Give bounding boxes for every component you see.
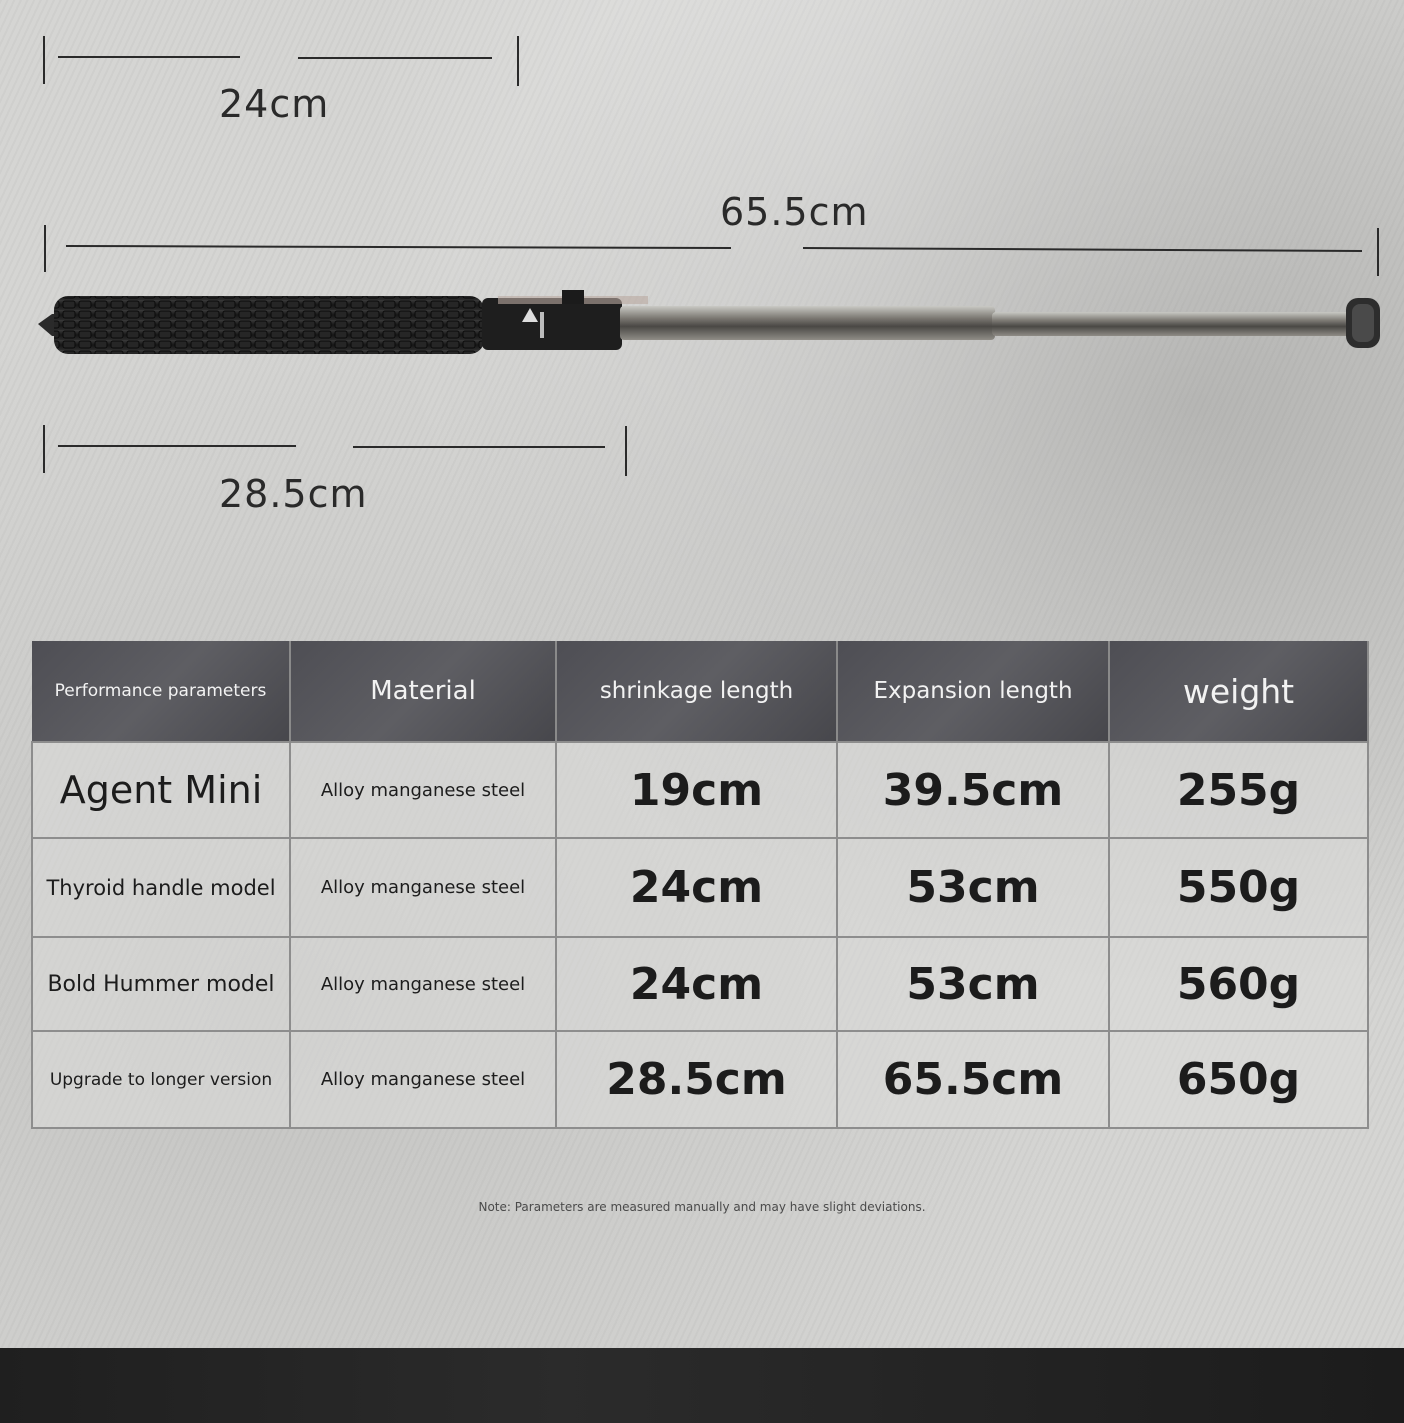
model-name: Bold Hummer model: [32, 937, 290, 1031]
footer-band: [0, 1348, 1404, 1423]
header-material: Material: [290, 641, 556, 742]
material-cell: Alloy manganese steel: [290, 742, 556, 838]
baton-image: [30, 280, 1390, 370]
dim-65-line-right: [803, 248, 1362, 251]
header-performance-parameters: Performance parameters: [32, 641, 290, 742]
expansion-cell: 65.5cm: [837, 1031, 1109, 1128]
material-cell: Alloy manganese steel: [290, 937, 556, 1031]
weight-cell: 550g: [1109, 838, 1368, 937]
expansion-cell: 39.5cm: [837, 742, 1109, 838]
header-shrinkage-length: shrinkage length: [556, 641, 837, 742]
table-row: [32, 838, 1368, 937]
weight-cell: 255g: [1109, 742, 1368, 838]
model-name: Upgrade to longer version: [32, 1031, 290, 1128]
shrinkage-cell: 28.5cm: [556, 1031, 837, 1128]
dimension-label-24cm: 24cm: [219, 82, 330, 126]
header-weight: weight: [1109, 641, 1368, 742]
baton-tip: [38, 314, 56, 336]
baton-shaft-2: [992, 312, 1352, 336]
weight-cell: 560g: [1109, 937, 1368, 1031]
expansion-cell: 53cm: [837, 937, 1109, 1031]
model-name: Agent Mini: [32, 742, 290, 838]
table-header-row: [32, 641, 1368, 742]
baton-grip: [54, 296, 484, 354]
dimension-label-28cm: 28.5cm: [219, 472, 368, 516]
model-name: Thyroid handle model: [32, 838, 290, 937]
shrinkage-cell: 19cm: [556, 742, 837, 838]
header-expansion-length: Expansion length: [837, 641, 1109, 742]
material-cell: Alloy manganese steel: [290, 838, 556, 937]
dimension-lines: [0, 0, 1404, 520]
expansion-cell: 53cm: [837, 838, 1109, 937]
baton-collar: [482, 298, 622, 350]
performance-table: [31, 641, 1369, 1129]
material-cell: Alloy manganese steel: [290, 1031, 556, 1128]
table-row: [32, 937, 1368, 1031]
dim-65-line-left: [66, 246, 731, 248]
table-row: [32, 742, 1368, 838]
dimension-label-65cm: 65.5cm: [720, 190, 869, 234]
weight-cell: 650g: [1109, 1031, 1368, 1128]
measurement-note: Note: Parameters are measured manually and may have slight deviations.: [478, 1200, 926, 1214]
shrinkage-cell: 24cm: [556, 838, 837, 937]
shrinkage-cell: 24cm: [556, 937, 837, 1031]
baton-shaft-1: [620, 306, 995, 340]
table-row: [32, 1031, 1368, 1128]
